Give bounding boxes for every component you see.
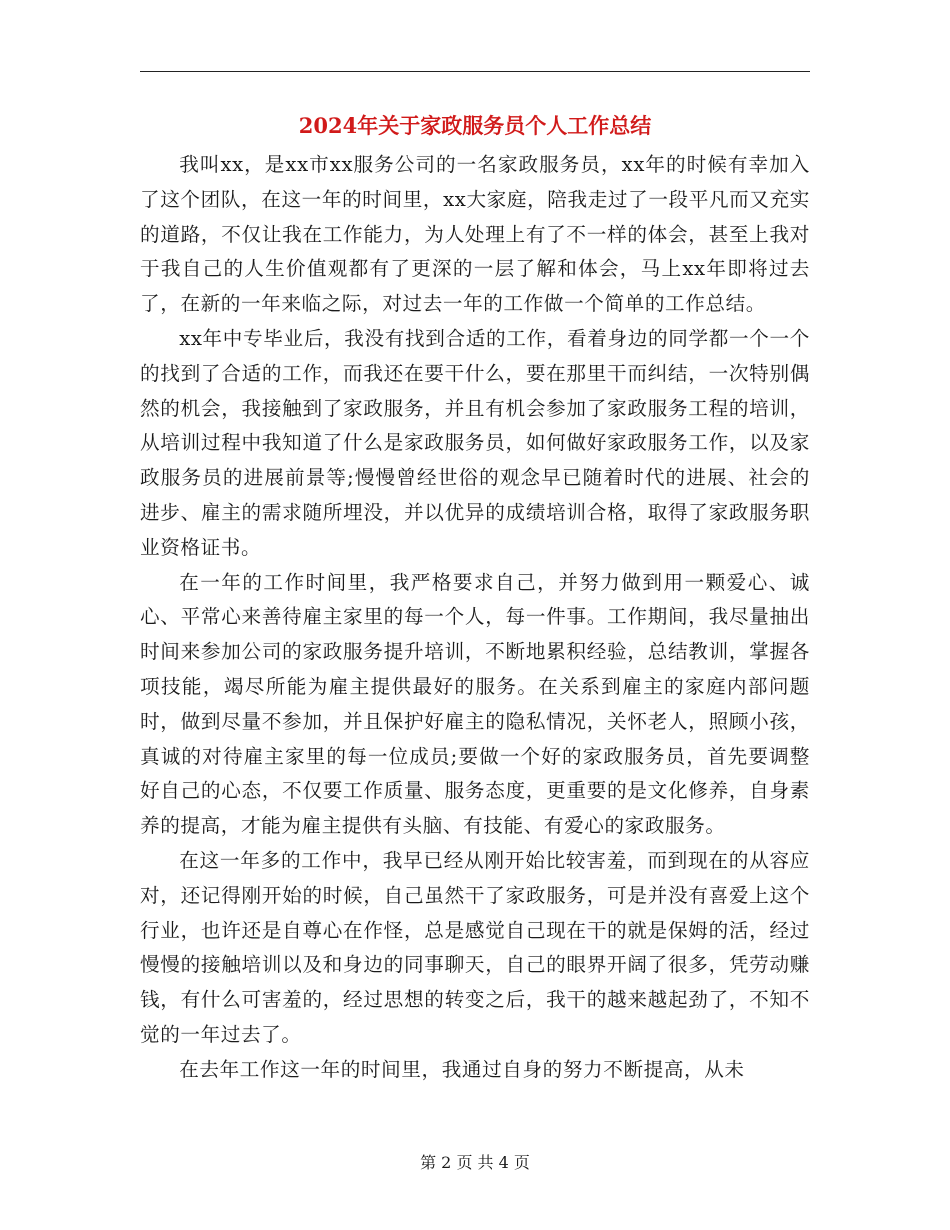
paragraph-1: 我叫xx，是xx市xx服务公司的一名家政服务员，xx年的时候有幸加入了这个团队，在这一年的时间里，xx大家庭，陪我走过了一段平凡而又充实的道路，不仅让我在工作能力，为人处理上有了不一样的体会，甚至上我对于我自己的人生价值观都有了更深的一层了解和体会，马上xx年即将过去了，在新的一年来临之际，对过去一年的工作做一个简单的工作总结。 bbox=[140, 153, 810, 316]
paragraph-2: xx年中专毕业后，我没有找到合适的工作，看着身边的同学都一个一个的找到了合适的工作，而我还在要干什么，要在那里干而纠结，一次特别偶然的机会，我接触到了家政服务，并且有机会参加了家政服务工程的培训，从培训过程中我知道了什么是家政服务员，如何做好家政服务工作，以及家政服务员的进展前景等;慢慢曾经世俗的观念早已随着时代的进展、社会的进步、雇主的需求随所埋没，并以优异的成绩培训合格，取得了家政服务职业资格证书。 bbox=[140, 326, 810, 559]
document-title: 2024年关于家政服务员个人工作总结 bbox=[298, 113, 652, 138]
document-body bbox=[140, 148, 810, 1088]
paragraph-4: 在这一年多的工作中，我早已经从刚开始比较害羞，而到现在的从容应对，还记得刚开始的时候，自己虽然干了家政服务，可是并没有喜爱上这个行业，也许还是自尊心在作怪，总是感觉自己现在干的就是保姆的活，经过慢慢的接触培训以及和身边的同事聊天，自己的眼界开阔了很多，凭劳动赚钱，有什么可害羞的，经过思想的转变之后，我干的越来越起劲了，不知不觉的一年过去了。 bbox=[140, 848, 810, 1046]
page-number: 第 2 页 共 4 页 bbox=[420, 1153, 530, 1172]
paragraph-5: 在去年工作这一年的时间里，我通过自身的努力不断提高，从未 bbox=[179, 1057, 745, 1081]
header-rule bbox=[140, 71, 810, 72]
paragraph-3: 在一年的工作时间里，我严格要求自己，并努力做到用一颗爱心、诚心、平常心来善待雇主家里的每一个人，每一件事。工作期间，我尽量抽出时间来参加公司的家政服务提升培训，不断地累积经验，总结教训，掌握各项技能，竭尽所能为雇主提供最好的服务。在关系到雇主的家庭内部问题时，做到尽量不参加，并且保护好雇主的隐私情况，关怀老人，照顾小孩，真诚的对待雇主家里的每一位成员;要做一个好的家政服务员，首先要调整好自己的心态，不仅要工作质量、服务态度，更重要的是文化修养，自身素养的提高，才能为雇主提供有头脑、有技能、有爱心的家政服务。 bbox=[140, 570, 810, 838]
